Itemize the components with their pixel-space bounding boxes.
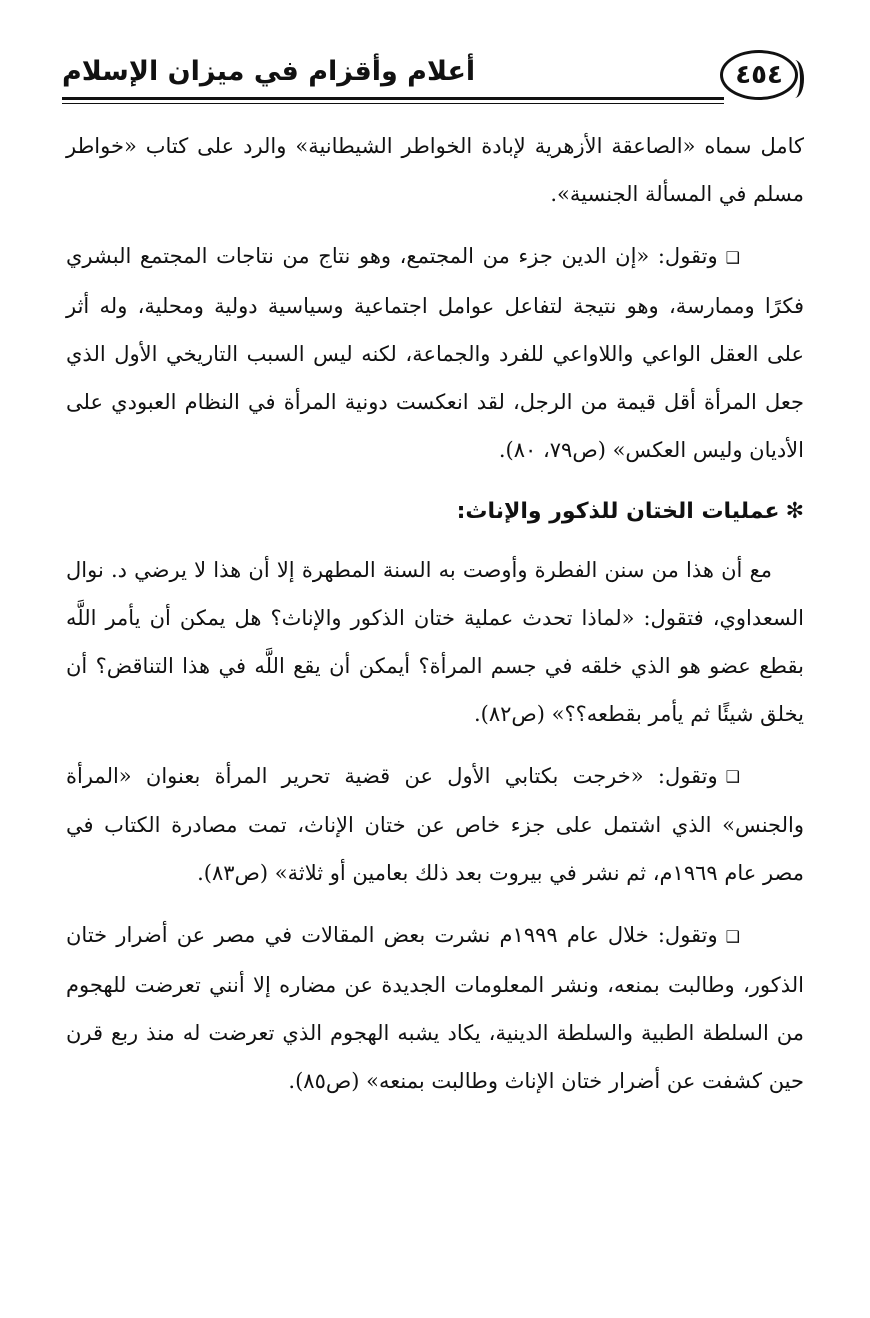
- paragraph-4-text: وتقول: «خرجت بكتابي الأول عن قضية تحرير المرأة بعنوان «المرأة والجنس» الذي اشتمل على جزء خاص عن ختان الإناث، تمت مصادرة الكتاب في مصر عام ١٩٦٩م، ثم نشر في بيروت بعد ذلك بعامين أو ثلاثة» (ص٨٣).: [66, 763, 804, 885]
- paragraph-1: [66, 122, 804, 218]
- running-header: [62, 50, 804, 110]
- paragraph-5: [66, 911, 804, 1105]
- header-rule: [62, 97, 724, 100]
- star-bullet-icon: ✻: [785, 498, 804, 524]
- section-heading-text: عمليات الختان للذكور والإناث:: [456, 498, 780, 524]
- paragraph-3: [66, 546, 804, 738]
- paragraph-2-text: وتقول: «إن الدين جزء من المجتمع، وهو نتاج من نتاجات المجتمع البشري فكرًا وممارسة، وهو نتيجة لتفاعل عوامل اجتماعية وسياسية دولية ومحلية، وله أثر على العقل الواعي واللاواعي للفرد والجماعة، لكنه ليس السبب التاريخي الأول الذي جعل المرأة أقل قيمة من الرجل، لقد انعكست دونية المرأة في النظام العبودي على الأديان وليس العكس» (ص٧٩، ٨٠).: [66, 244, 804, 462]
- paragraph-3-text: مع أن هذا من سنن الفطرة وأوصت به السنة المطهرة إلا أن هذا لا يرضي د. نوال السعداوي، فتقول: «لماذا تحدث عملية ختان الذكور والإناث؟ هل يمكن أن يأمر اللَّه بقطع عضو هو الذي خلقه في جسم المرأة؟ أيمكن أن يقع اللَّه في هذا التناقض؟ أن يخلق شيئًا ثم يأمر بقطعه؟؟» (ص٨٢).: [66, 557, 804, 726]
- oval-decoration: [786, 60, 804, 98]
- paragraph-4: [66, 752, 804, 898]
- section-heading: [66, 488, 804, 536]
- header-rule-thin: [62, 103, 724, 104]
- box-bullet-icon: ❑: [725, 926, 740, 946]
- box-bullet-icon: ❑: [725, 767, 740, 786]
- body-text: [66, 122, 804, 1119]
- paragraph-5-text: وتقول: خلال عام ١٩٩٩م نشرت بعض المقالات في مصر عن أضرار ختان الذكور، وطالبت بمنعه، ونشر المعلومات الجديدة عن مضاره إلا أنني تعرضت للهجوم من السلطة الطبية والسلطة الدينية، يكاد يشبه الهجوم الذي تعرضت له منذ ربع قرن حين كشفت عن أضرار ختان الإناث وطالبت بمنعه» (ص٨٥).: [66, 923, 804, 1093]
- box-bullet-icon: ❑: [725, 247, 740, 267]
- paragraph-1-text: كامل سماه «الصاعقة الأزهرية لإبادة الخواطر الشيطانية» والرد على كتاب «خواطر مسلم في المسألة الجنسية».: [66, 134, 804, 206]
- header-title: أعلام وأقزام في ميزان الإسلام: [62, 56, 476, 87]
- page-number: ٤٥٤: [720, 50, 798, 100]
- paragraph-2: [66, 232, 804, 474]
